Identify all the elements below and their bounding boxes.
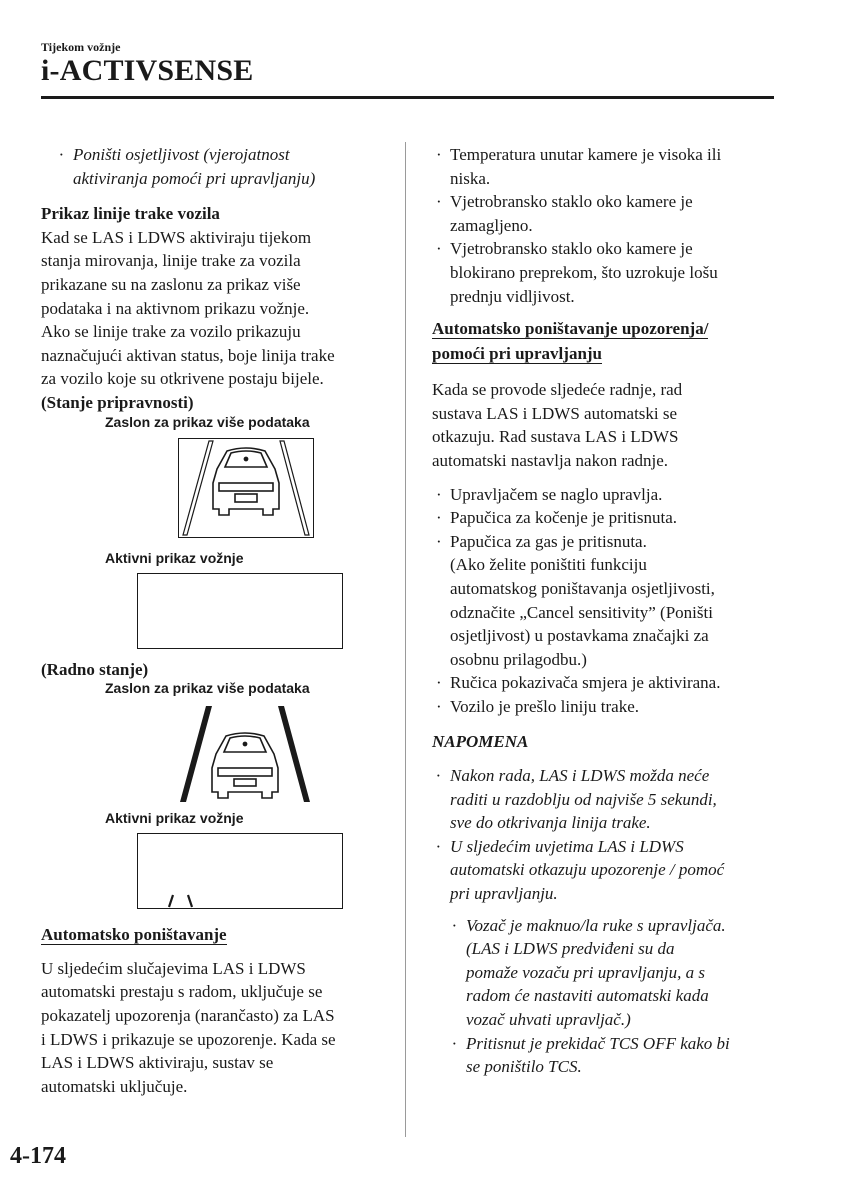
text-line: pokazatelj upozorenja (narančasto) za LAS xyxy=(41,1005,335,1025)
header-rule xyxy=(41,96,774,99)
text-line: zamagljeno. xyxy=(450,215,533,235)
auto-warn-heading-line-1: Automatsko poništavanje upozorenja/ xyxy=(432,319,709,339)
text-line: · Vozilo je prešlo liniju trake. xyxy=(450,696,640,716)
text-line: · Vjetrobransko staklo oko kamere je xyxy=(450,239,693,259)
hud-right-lane-mark xyxy=(188,895,192,907)
text-line: pomaže vozaču pri upravljanju, a s xyxy=(466,962,705,982)
text-line: · Temperatura unutar kamere je visoka ili xyxy=(450,145,722,164)
auto-cancel-text xyxy=(41,957,391,1099)
text-line: (Ako želite poništiti funkciju xyxy=(450,555,647,575)
note-item xyxy=(432,764,777,835)
text-line: Kad se LAS i LDWS aktiviraju tijekom xyxy=(41,227,312,247)
hud-left-lane-mark xyxy=(169,895,173,907)
operating-heading: (Radno stanje) xyxy=(41,659,149,679)
text-line: osobnu prilagodbu.) xyxy=(450,649,587,669)
intro-bullet xyxy=(55,143,391,190)
text-line: sustava LAS i LDWS automatski se xyxy=(432,403,678,423)
text-line: odznačite „Cancel sensitivity” (Poništi xyxy=(450,602,713,622)
action-item xyxy=(432,530,777,672)
note-heading: NAPOMENA xyxy=(432,732,529,752)
car-rear-icon xyxy=(213,448,279,515)
note-list xyxy=(432,764,777,1079)
text-line: · Upravljačem se naglo upravlja. xyxy=(450,484,663,504)
lane-heading: Prikaz linije trake vozila xyxy=(41,204,220,224)
active-driving-display-standby xyxy=(137,573,343,649)
standby-car-lanes-graphic xyxy=(179,439,313,537)
sub-note-item xyxy=(448,914,777,1032)
right-column xyxy=(432,143,777,1079)
text-line: blokirano preprekom, što uzrokuje lošu xyxy=(450,262,718,282)
condition-item xyxy=(432,237,777,308)
left-lane-line-outline xyxy=(183,441,213,535)
auto-warn-text xyxy=(432,378,777,472)
auto-warn-heading-line-2: pomoći pri upravljanju xyxy=(432,344,603,364)
text-line: otkazuju. Rad sustava LAS i LDWS xyxy=(432,427,679,447)
text-line: · Ručica pokazivača smjera je aktivirana. xyxy=(450,673,721,693)
text-line: automatski nastavlja nakon radnje. xyxy=(432,450,669,470)
text-line: · Pritisnut je prekidač TCS OFF kako bi xyxy=(466,1033,730,1053)
standby-heading: (Stanje pripravnosti) xyxy=(41,392,194,412)
standby-figure xyxy=(41,413,391,649)
text-line: Kada se provode sljedeće radnje, rad xyxy=(432,380,683,400)
text-line: za vozilo koje su otkrivene postaju bijele. xyxy=(41,369,324,389)
text-line: pri upravljanju. xyxy=(450,884,558,904)
condition-item xyxy=(432,190,777,237)
operating-car-lanes-graphic xyxy=(178,704,312,804)
text-line: i LDWS i prikazuje se upozorenje. Kada se xyxy=(41,1029,336,1049)
right-lane-line-outline xyxy=(280,441,309,535)
text-line: · Nakon rada, LAS i LDWS možda neće xyxy=(450,766,710,786)
note-item xyxy=(432,835,777,906)
action-item xyxy=(432,695,777,719)
text-line: stanja mirovanja, linije trake za vozila xyxy=(41,251,301,271)
text-line: prikazane su na zaslonu za prikaz više xyxy=(41,274,301,294)
text-line: sve do otkrivanja linija trake. xyxy=(450,813,651,833)
text-line: · Poništi osjetljivost (vjerojatnost xyxy=(73,145,290,164)
left-column xyxy=(41,143,391,1098)
text-line: automatski otkazuju upozorenje / pomoć xyxy=(450,860,725,880)
standby-mid-label: Zaslon za prikaz više podataka xyxy=(105,413,310,430)
auto-cancel-heading-wrap xyxy=(41,923,391,947)
sub-note-item xyxy=(448,1032,777,1079)
car-rear-icon xyxy=(212,733,278,798)
text-line: automatski prestaju s radom, uključuje se xyxy=(41,982,323,1002)
action-item xyxy=(432,506,777,530)
hud-lane-marks xyxy=(138,834,342,908)
sub-note-list xyxy=(448,914,777,1079)
action-item xyxy=(432,671,777,695)
text-line: se poništilo TCS. xyxy=(466,1057,582,1077)
lane-text xyxy=(41,226,391,391)
text-line: · Papučica za kočenje je pritisnuta. xyxy=(450,508,678,528)
condition-item xyxy=(432,143,777,190)
text-line: · U sljedećim uvjetima LAS i LDWS xyxy=(450,836,684,856)
text-line: prednju vidljivost. xyxy=(450,286,575,306)
auto-warn-heading xyxy=(432,316,777,366)
active-driving-display-operating xyxy=(137,833,343,909)
text-line: aktiviranja pomoći pri upravljanju) xyxy=(73,168,316,188)
text-line: vozač uhvati upravljač.) xyxy=(466,1010,631,1029)
text-line: LAS i LDWS aktiviraju, sustav se xyxy=(41,1053,274,1073)
header-section-label: Tijekom vožnje xyxy=(41,40,121,54)
text-line: · Vjetrobransko staklo oko kamere je xyxy=(450,192,693,212)
multi-info-display-standby xyxy=(178,438,314,538)
operating-ad-label: Aktivni prikaz vožnje xyxy=(105,810,244,827)
text-line: osjetljivost) u postavkama značajki za xyxy=(450,626,709,646)
left-lane-line-active xyxy=(180,706,212,802)
text-line: naznačujući aktivan status, boje linija trake xyxy=(41,345,335,365)
text-line: radom će nastaviti automatski kada xyxy=(466,986,709,1006)
text-line: · Papučica za gas je pritisnuta. xyxy=(450,531,647,551)
text-line: raditi u razdoblju od najviše 5 sekundi, xyxy=(450,789,717,809)
text-line: · Vozač je maknuo/la ruke s upravljača. xyxy=(466,915,726,935)
page-number: 4-174 xyxy=(10,1143,66,1169)
auto-cancel-heading: Automatsko poništavanje xyxy=(41,925,227,945)
operating-figure xyxy=(41,679,391,909)
page-title: i-ACTIVSENSE xyxy=(41,54,254,87)
right-lane-line-active xyxy=(278,706,310,802)
text-line: automatski uključuje. xyxy=(41,1076,188,1096)
text-line: podataka i na aktivnom prikazu vožnje. xyxy=(41,298,310,318)
multi-info-display-operating xyxy=(178,704,312,804)
text-line: (LAS i LDWS predviđeni su da xyxy=(466,939,675,959)
column-divider xyxy=(405,142,406,1137)
text-line: niska. xyxy=(450,168,491,188)
action-item xyxy=(432,483,777,507)
text-line: automatskog poništavanja osjetljivosti, xyxy=(450,578,715,598)
operating-mid-label: Zaslon za prikaz više podataka xyxy=(105,680,310,697)
text-line: U sljedećim slučajevima LAS i LDWS xyxy=(41,958,306,978)
text-line: Ako se linije trake za vozilo prikazuju xyxy=(41,322,301,342)
standby-ad-label: Aktivni prikaz vožnje xyxy=(105,549,244,566)
action-list xyxy=(432,483,777,719)
